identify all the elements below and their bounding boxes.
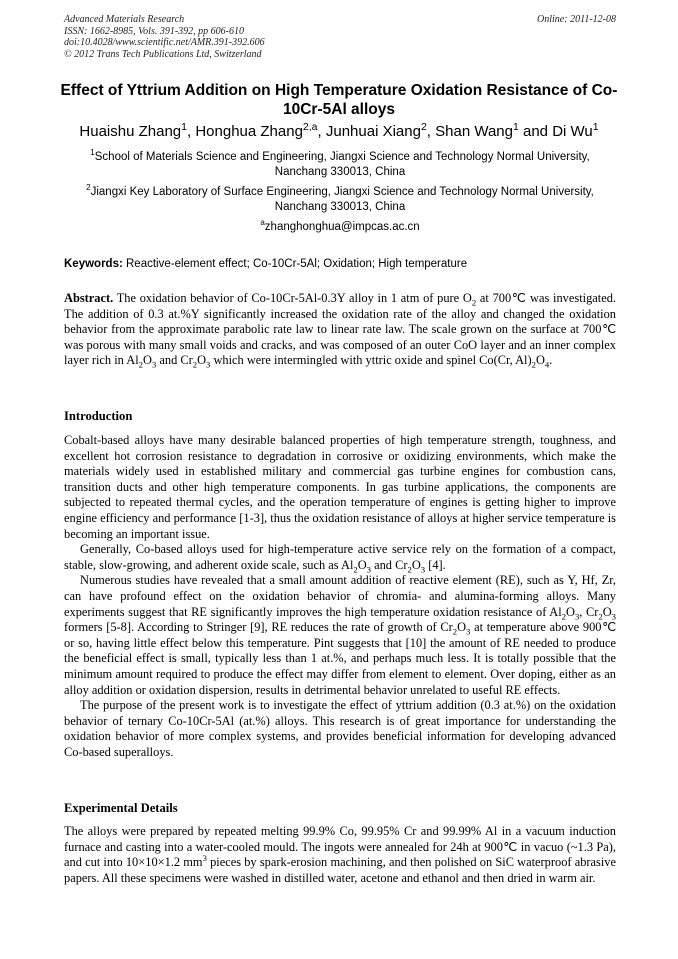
subscript: 2: [407, 564, 412, 575]
subscript: 2: [561, 611, 566, 621]
affiliation-2: [64, 185, 616, 215]
paragraph-text: [4].: [425, 557, 446, 572]
formula-text: O: [197, 353, 207, 368]
online-date: Online: 2011-12-08: [537, 14, 616, 25]
formula-text: O: [565, 604, 575, 619]
formula-text: O: [535, 353, 545, 368]
abstract-text: The oxidation behavior of Co-10Cr-5Al-0.3Y alloy in 1 atm of pure O: [113, 291, 472, 305]
paragraph: The purpose of the present work is to investigate the effect of yttrium addition (0.3 at.%) on the oxidation behavior of ternary Co-10Cr-5Al (at.%) alloys. This research is of great importance for understanding the oxidation behavior of more complex systems, and provides beneficial information for developing advanced Co-based superalloys.: [64, 698, 616, 759]
paragraph-text: Numerous studies have revealed that a small amount addition of reactive element (RE), such as Y, Hf, Zr, can have profound effect on the oxidation behavior of chromia- and alumina-forming alloys. Many experiments suggest that RE significantly improves the high temperature oxidation resistance of Al: [64, 573, 616, 619]
journal-header: [64, 14, 616, 60]
subscript: 2: [452, 626, 458, 637]
author-name: Honghua Zhang: [195, 123, 303, 140]
paragraph: [64, 542, 616, 573]
section-heading-introduction: Introduction: [64, 409, 133, 423]
subscript: 3: [151, 359, 157, 370]
keywords-text: Reactive-element effect; Co-10Cr-5Al; Oxidation; High temperature: [122, 258, 468, 270]
formula-text: O: [457, 620, 467, 635]
keywords: [64, 257, 616, 272]
author-affiliation-mark: 2: [420, 121, 427, 133]
keywords-label: Keywords:: [64, 258, 123, 270]
subscript: 3: [574, 611, 580, 621]
author-affiliation-mark: 1: [512, 121, 519, 133]
experimental-body: [64, 824, 616, 886]
subscript: 2: [192, 359, 198, 370]
section-heading-experimental: Experimental Details: [64, 801, 178, 815]
paragraph-text: formers [5-8]. According to Stringer [9], RE reduces the rate of growth of Cr: [64, 620, 453, 635]
subscript: 3: [206, 359, 211, 370]
email-address[interactable]: zhanghonghua@impcas.ac.cn: [264, 221, 420, 233]
abstract: [64, 291, 616, 369]
paragraph-text: at temperature above 900℃ or so, having little effect below this temperature. Pint suggests that [10] the amount of RE needed to produce the beneficial effect is small, typically less than 1 at.%, and perhaps much less. It is totally possible that the minimum amount required to produce the effect may differ from element to element. Over doping, either as an alloy addition or oxidation dispersion, results in detrimental behavior unrelated to useful RE effects.: [64, 620, 616, 697]
author-affiliation-mark: 2,a: [302, 121, 318, 133]
author-list: Huaishu Zhang$^1$, Honghua Zhang$^{2,a}$, Junhuai Xiang$^2$, Shan Wang$^1$ and Di Wu$^1$: [79, 121, 599, 140]
subscript: 4: [544, 359, 550, 370]
formula-text: O: [357, 557, 367, 572]
superscript: 3: [202, 853, 207, 864]
paragraph-text: The alloys were prepared by repeated melting 99.9% Co, 99.95% Cr and 99.99% Al in a vacuum induction furnace and casting into a water-cooled mould. The ingots were annealed for 24h at 900℃ in vacuo (~1.3 Pa), and cut into 10×10×1.2 mm: [64, 824, 616, 870]
formula-text: O: [602, 604, 612, 619]
author-name: Shan Wang: [435, 123, 513, 140]
journal-doi: doi:10.4028/www.scientific.net/AMR.391-392.606: [64, 37, 265, 48]
subscript: 2: [138, 359, 143, 370]
journal-name: Advanced Materials Research: [64, 14, 185, 25]
abstract-text: .: [549, 353, 553, 368]
paragraph-text: and Cr: [371, 557, 408, 572]
subscript: 3: [420, 564, 426, 575]
abstract-text: and Cr: [156, 353, 193, 368]
subscript: 2: [353, 564, 358, 575]
author-name: Di Wu: [552, 123, 593, 140]
paragraph-text: pieces by spark-erosion machining, and then polished on SiC waterproof abrasive papers. All these specimens were washed in distilled water, acetone and ethanol and then dried in warm air.: [64, 855, 616, 885]
subscript: 3: [366, 564, 371, 575]
paragraph-text: , Cr: [579, 604, 599, 619]
journal-issn: ISSN: 1662-8985, Vols. 391-392, pp 606-610: [64, 25, 244, 37]
author-name: Junhuai Xiang: [325, 123, 421, 140]
formula-text: O: [411, 557, 421, 572]
affiliation-1: [64, 150, 616, 180]
author-affiliation-mark: 1: [181, 121, 187, 133]
abstract-text: which were intermingled with yttric oxide and spinel Co(Cr, Al): [210, 353, 532, 368]
subscript: 2: [598, 611, 603, 621]
affiliation-mark: 1: [90, 148, 95, 158]
paper-title: Effect of Yttrium Addition on High Temperature Oxidation Resistance of Co-10Cr-5Al alloys: [60, 82, 618, 118]
email-mark: a: [260, 218, 265, 228]
affiliation-mark: 2: [86, 183, 91, 193]
affiliation-text: Jiangxi Key Laboratory of Surface Engineering, Jiangxi Science and Technology Normal University, Nanchang 330013, China: [90, 186, 594, 213]
journal-copyright: © 2012 Trans Tech Publications Ltd, Switzerland: [64, 48, 262, 60]
abstract-label: Abstract.: [64, 291, 114, 305]
subscript: 3: [466, 626, 471, 637]
introduction-body: [64, 433, 616, 760]
author-affiliation-mark: 1: [592, 121, 599, 133]
affiliation-text: School of Materials Science and Engineering, Jiangxi Science and Technology Normal University, Nanchang 330013, China: [94, 151, 590, 178]
subscript: 2: [531, 359, 536, 370]
abstract-text: at 700℃ was investigated. The addition of 0.3 at.%Y significantly increased the oxidation rate of the alloy and changed the oxidation behavior from the approximate parabolic rate law to linear rate law. The scale grown on the surface at 700℃ was porous with many small voids and cracks, and was composed of an outer CoO layer and an inner complex layer rich in Al: [64, 291, 617, 368]
paragraph: Cobalt-based alloys have many desirable balanced properties of high temperature strength, toughness, and excellent hot corrosion resistance to degradation in corrosive or oxidizing environments, which make the materials widely used in established military and commercial gas turbine engines for combustion cans, transition ducts and other high temperature components. In gas turbine applications, the components are subjected to repeated thermal cycles, and the operation temperature of engines is getting higher to improve engine efficiency and performance [1-3], thus the oxidation resistance of alloys at higher service temperature is becoming an important issue.: [64, 433, 616, 541]
subscript: 2: [471, 297, 477, 308]
formula-text: O: [143, 353, 152, 368]
paragraph-text: Generally, Co-based alloys used for high-temperature active service rely on the formation of a compact, stable, slow-growing, and adherent oxide scale, such as Al: [64, 542, 616, 572]
paragraph: [64, 573, 616, 698]
paragraph: [64, 824, 616, 886]
author-name: Huaishu Zhang: [79, 123, 182, 140]
subscript: 3: [611, 611, 616, 621]
corresponding-email: [64, 220, 616, 235]
